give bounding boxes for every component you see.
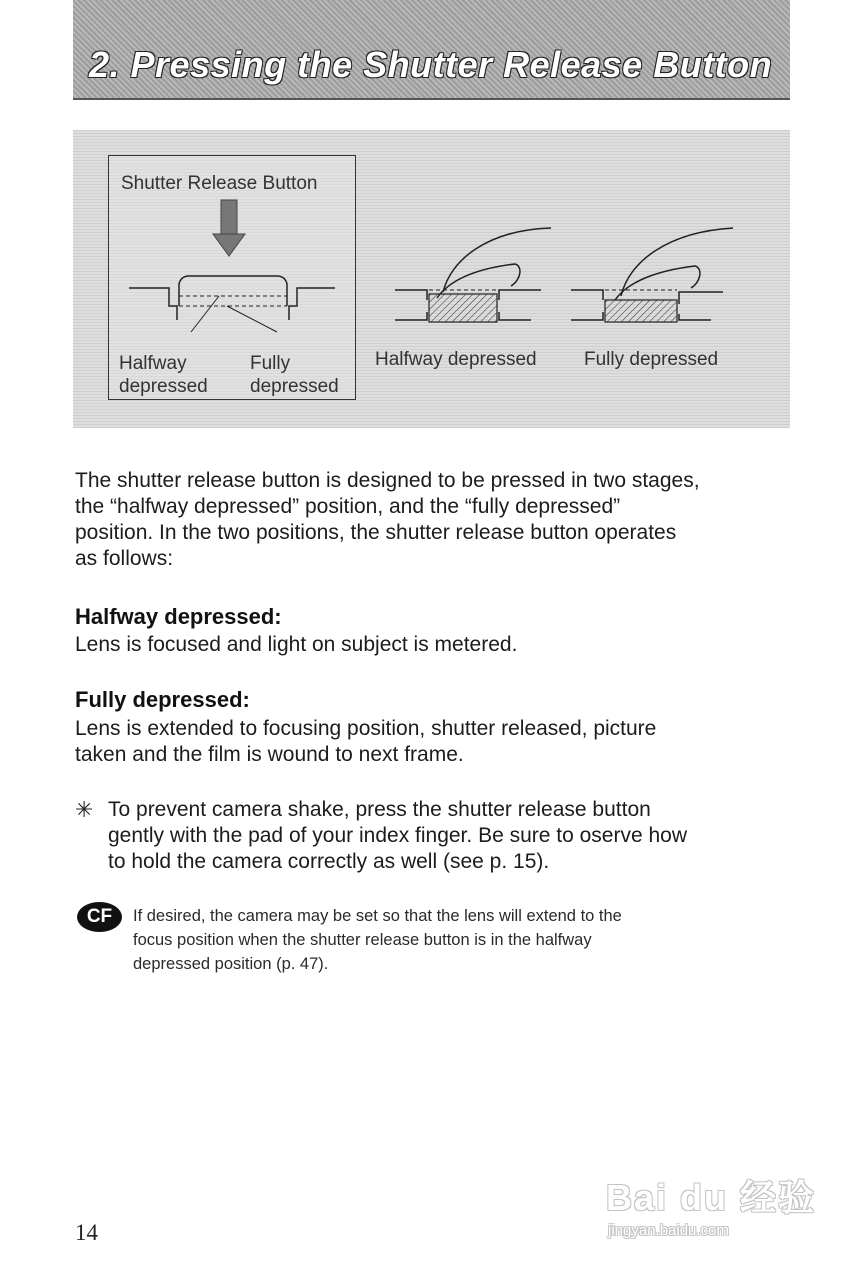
halfway-heading: Halfway depressed: [75, 604, 282, 629]
intro-paragraph [75, 468, 700, 572]
halfway-leader [191, 296, 219, 332]
finger-tip [615, 266, 700, 300]
note-line: gently with the pad of your index finger. Be sure to oserve how [108, 824, 688, 847]
fully-heading: Fully depressed: [75, 687, 250, 712]
header-band [73, 0, 790, 100]
watermark [600, 1150, 817, 1250]
cf-paragraph [133, 904, 783, 976]
fully-body [75, 716, 656, 768]
full-leader [227, 306, 277, 332]
page-number: 14 [75, 1220, 98, 1245]
watermark-url: jingyan.baidu.com [608, 1222, 729, 1239]
note-paragraph [108, 797, 687, 875]
halfway-body [75, 632, 517, 658]
note-line: To prevent camera shake, press the shutter release button [108, 798, 651, 821]
halfway-line: Lens is focused and light on subject is metered. [75, 633, 518, 656]
body-left [571, 290, 603, 320]
fully-illustration [567, 220, 767, 330]
cf-line: depressed position (p. 47). [133, 955, 329, 973]
button-halfway [429, 294, 497, 322]
watermark-logo: Bai du 经验 [606, 1177, 817, 1218]
cf-line: focus position when the shutter release button is in the halfway [133, 931, 592, 949]
cf-badge-icon: CF [77, 902, 122, 932]
shutter-figure [73, 130, 790, 428]
body-right [499, 290, 541, 320]
page-title: 2. Pressing the Shutter Release Button [89, 44, 773, 85]
finger-outline [621, 228, 733, 296]
intro-line: The shutter release button is designed to be pressed in two stages, [75, 469, 700, 492]
finger-tip [437, 264, 520, 298]
arrow-shaft [221, 200, 237, 234]
intro-line: the “halfway depressed” position, and the “fully depressed” [75, 495, 621, 518]
inset-halfway-label: Halfway depressed [119, 353, 208, 397]
arrow-head [213, 234, 245, 256]
button-fully [605, 300, 677, 322]
intro-line: position. In the two positions, the shutter release button operates [75, 521, 677, 544]
button-outline [179, 276, 287, 306]
halfway-caption: Halfway depressed [375, 349, 537, 370]
camera-body-outline [129, 288, 335, 320]
body-right [679, 292, 723, 320]
note-line: to hold the camera correctly as well (see p. 15). [108, 850, 550, 873]
button-inset [108, 155, 356, 400]
button-label: Shutter Release Button [121, 173, 318, 194]
asterisk-icon: ✳ [75, 797, 94, 822]
body-left [395, 290, 427, 320]
inset-fully-label: Fully depressed [250, 353, 339, 397]
intro-line: as follows: [75, 547, 174, 570]
finger-outline [443, 228, 551, 292]
fully-line: Lens is extended to focusing position, shutter released, picture [75, 717, 657, 740]
fully-line: taken and the film is wound to next frame. [75, 743, 464, 766]
halfway-illustration [391, 220, 581, 330]
cf-line: If desired, the camera may be set so that the lens will extend to the [133, 907, 622, 925]
fully-caption: Fully depressed [584, 349, 719, 370]
